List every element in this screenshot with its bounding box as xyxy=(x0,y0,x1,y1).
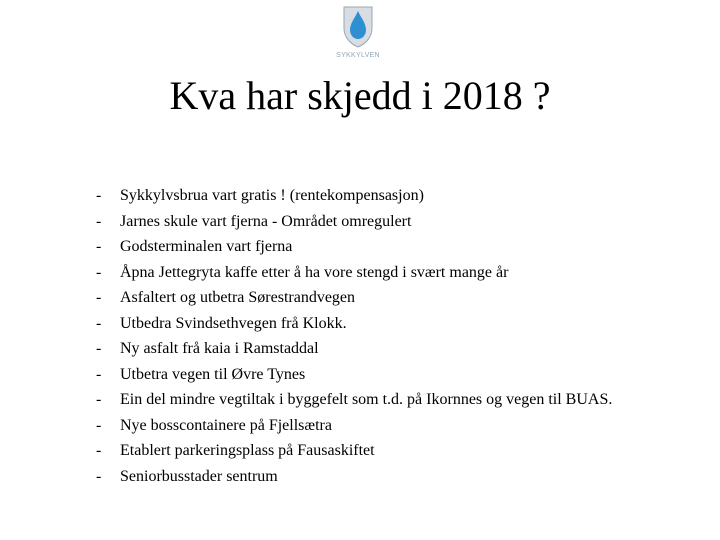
list-item-text: Asfaltert og utbetra Sørestrandvegen xyxy=(120,289,356,306)
bullet-marker: - xyxy=(96,263,102,281)
bullet-marker: - xyxy=(96,442,102,459)
bullet-marker: - xyxy=(96,340,102,357)
list-item xyxy=(96,438,656,464)
bullet-marker: - xyxy=(96,289,102,306)
list-item xyxy=(96,311,656,337)
bullet-marker: - xyxy=(96,187,102,204)
list-item xyxy=(96,260,656,286)
bullet-marker: - xyxy=(96,238,102,255)
list-item-text: Seniorbusstader sentrum xyxy=(120,467,278,485)
list-item-text: Ein del mindre vegtiltak i byggefelt som t.d. på Ikornnes og vegen til BUAS. xyxy=(120,391,613,408)
list-item xyxy=(96,336,656,362)
list-item-text: Utbetra vegen til Øvre Tynes xyxy=(120,365,306,383)
list-item-text: Sykkylvsbrua vart gratis ! (rentekompensasjon) xyxy=(120,187,424,204)
list-item xyxy=(96,387,656,413)
slide-title: Kva har skjedd i 2018 ? xyxy=(169,73,551,118)
list-item-text: Jarnes skule vart fjerna - Området omregulert xyxy=(120,212,412,230)
list-item xyxy=(96,285,656,311)
list-item xyxy=(96,413,656,439)
municipality-logo xyxy=(332,6,384,64)
coat-of-arms-icon xyxy=(343,6,373,48)
list-item-text: Utbedra Svindsethvegen frå Klokk. xyxy=(120,314,347,332)
bullet-list xyxy=(96,183,656,489)
list-item xyxy=(96,209,656,235)
list-item xyxy=(96,183,656,209)
list-item-text: Nye bosscontainere på Fjellsætra xyxy=(120,416,332,434)
bullet-marker: - xyxy=(96,365,102,383)
bullet-marker: - xyxy=(96,416,102,434)
bullet-marker: - xyxy=(96,391,102,408)
list-item-text: Etablert parkeringsplass på Fausaskiftet xyxy=(120,442,375,459)
list-item-text: Godsterminalen vart fjerna xyxy=(120,238,293,255)
list-item-text: Ny asfalt frå kaia i Ramstaddal xyxy=(120,340,319,357)
list-item xyxy=(96,234,656,260)
bullet-marker: - xyxy=(96,467,102,485)
logo-text: SYKKYLVEN xyxy=(336,52,380,59)
list-item xyxy=(96,464,656,490)
bullet-marker: - xyxy=(96,212,102,230)
list-item xyxy=(96,362,656,388)
list-item-text: Åpna Jettegryta kaffe etter å ha vore stengd i svært mange år xyxy=(120,263,509,281)
bullet-marker: - xyxy=(96,314,102,332)
